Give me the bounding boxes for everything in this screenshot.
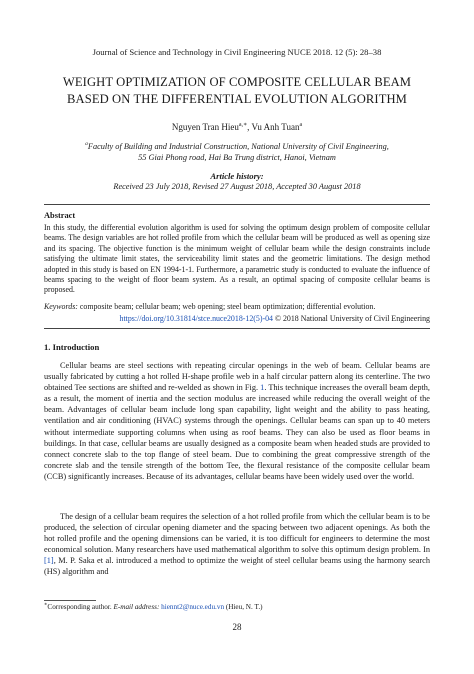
author-affiliation-mark: a: [299, 122, 303, 128]
copyright-text: © 2018 National University of Civil Engineering: [273, 314, 430, 323]
email-link[interactable]: hiennt2@nuce.edu.vn: [159, 603, 225, 611]
citation-link[interactable]: [1]: [44, 556, 54, 566]
affiliation-line-1: $^a$Faculty of Building and Industrial Construction, National University of Civil Engineering,: [85, 141, 389, 151]
introduction-paragraph-2: The design of a cellular beam requires the selection of a hot rolled profile from which the cellular beam is to be produced, the selection of circular opening diameter and the spacing between two adjacent openings. As both the hot rolled profile and the opening dimensions can be varied, it is too difficult for engineers to determine the most economical solution. Many researchers have used mathematical algorithm to solve this optimum design problem. In [1], M. P. Saka et al. introduced a method to optimize the weight of steel cellular beams using the harmony search (HS) algorithm and: [44, 512, 430, 577]
introduction-paragraph-1: Cellular beams are steel sections with repeating circular openings in the web of beam. Cellular beams are usually fabricated by cutting a hot rolled H-shape profile web in a half circular pattern along its centerline. The two obtained Tee sections are shifted and re-welded as shown in Fig. 1. This technique increases the overall beam depth, as a result, the moment of inertia and the section modulus are increased while reducing the overall weight of the beam. Advantages of cellular beam include long span capability, light weight and the ability to pass heating, ventilation and air conditioning (HVAC) systems through the openings. Cellular beams can span up to 40 meters without intermediate supporting columns when using as roof beams. They can also be used as floor beams in buildings. In that case, cellular beams are usually designed as a composite beam when headed studs are provided to connect concrete slab to the top flange of steel beam. Due to combining the great compressive strength of the concrete slab and the tensile strength of the bottom Tee, the flexural resistance of the composite cellular beam (CCB) significantly increases. Because of its advantages, cellular beams have been widely used over the world.: [44, 361, 430, 481]
page-number: 28: [232, 622, 242, 632]
author-affiliation-mark: a,∗: [238, 122, 248, 128]
author-name: Vu Anh Tuan: [251, 122, 300, 132]
affiliation-line-2: 55 Giai Phong road, Hai Ba Trung district, Hanoi, Vietnam: [138, 153, 336, 162]
doi-line: [44, 314, 430, 323]
figure-reference-link[interactable]: 1: [260, 383, 265, 393]
author-name: Nguyen Tran Hieu: [171, 122, 239, 132]
author-list: [0, 122, 474, 132]
affiliation: [40, 141, 434, 163]
abstract-top-rule: [44, 204, 430, 205]
footnote-mark: ∗: [44, 602, 48, 608]
keywords: [44, 302, 430, 311]
article-history-dates: Received 23 July 2018, Revised 27 August 2018, Accepted 30 August 2018: [113, 182, 361, 191]
section-heading-introduction: 1. Introduction: [44, 342, 100, 352]
author-separator: ,: [247, 122, 252, 132]
affiliation-mark: a: [85, 141, 88, 148]
footnote: ∗Corresponding author. E-mail address: hiennt2@nuce.edu.vn (Hieu, N. T.): [44, 602, 263, 611]
footnote-rule: [44, 600, 96, 601]
email-label: E-mail address:: [113, 603, 160, 611]
article-history-heading: Article history:: [210, 171, 264, 181]
journal-header: Journal of Science and Technology in Civil Engineering NUCE 2018. 12 (5): 28–38: [92, 47, 382, 57]
abstract-text: In this study, the differential evolution algorithm is used for solving the optimum design problem of composite cellular beams. The design variables are hot rolled profile from which the cellular beam will be produced as well as opening size and its spacing. The objective function is the minimum weight of cellular beam while the design constraints include satisfying the ultimate limit states, the serviceability limit states and the geometric limitations. The design method adopted in this study is based on EN 1994-1-1. Furthermore, a parametric study is conducted to evaluate the influence of beams spacing to the weight of floor beam system. As a result, an optimal spacing of composite cellular beams is proposed.: [44, 223, 430, 295]
doi-link[interactable]: https://doi.org/10.31814/stce.nuce2018-12(5)-04: [119, 314, 273, 323]
keywords-text: composite beam; cellular beam; web opening; steel beam optimization; differential evolution.: [77, 302, 376, 311]
paper-title: [20, 74, 454, 108]
abstract-heading: Abstract: [44, 211, 76, 220]
keywords-label: Keywords:: [44, 302, 78, 311]
abstract-bottom-rule: [44, 328, 430, 329]
title-line-2: BASED ON THE DIFFERENTIAL EVOLUTION ALGORITHM: [67, 92, 407, 106]
title-line-1: WEIGHT OPTIMIZATION OF COMPOSITE CELLULAR BEAM: [62, 75, 412, 89]
